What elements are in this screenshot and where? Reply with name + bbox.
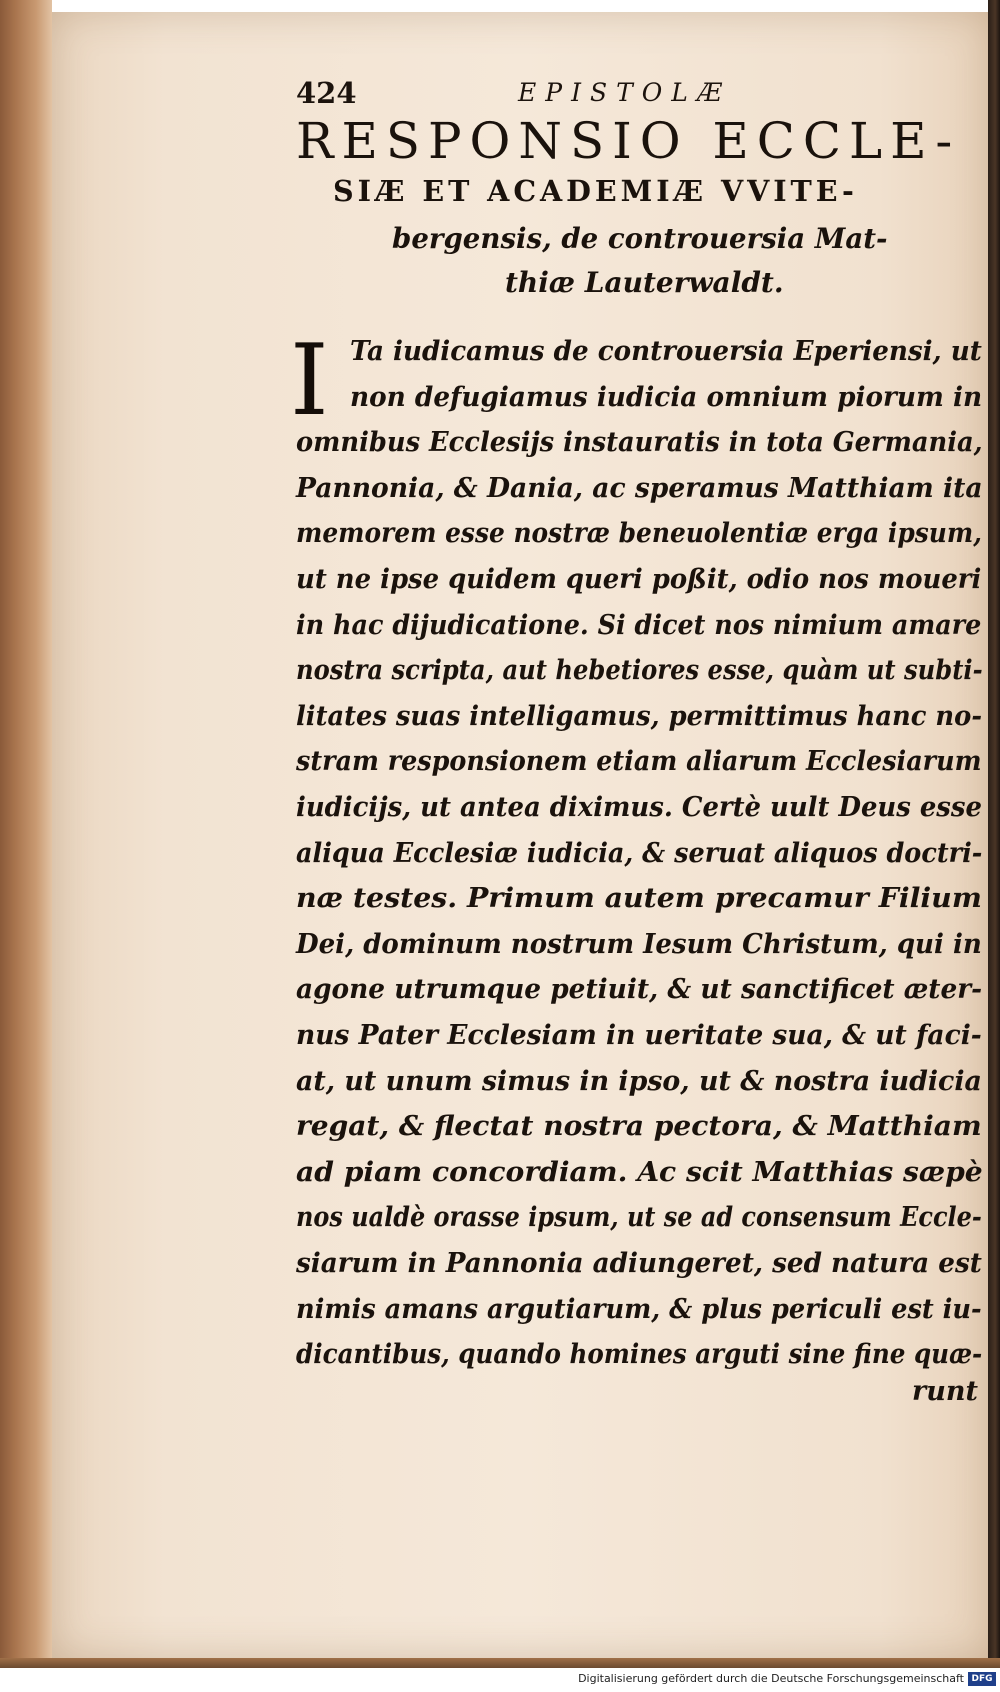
dfg-logo: DFG bbox=[968, 1672, 996, 1686]
body-line: dicantibus, quando homines arguti sine fine quæ- bbox=[296, 1339, 983, 1371]
section-title-line-3: bergensis, de controuersia Mat- bbox=[392, 222, 888, 255]
body-line: agone utrumque petiuit, & ut sanctificet æter- bbox=[296, 974, 983, 1006]
body-line: nimis amans argutiarum, & plus periculi est iu- bbox=[296, 1293, 982, 1325]
body-line: non defugiamus iudicia omnium piorum in bbox=[350, 381, 983, 413]
drop-cap: I bbox=[290, 324, 329, 438]
page-right-edge bbox=[988, 0, 1000, 1668]
section-title-line-2: SIÆ ET ACADEMIÆ VVITE- bbox=[333, 174, 858, 208]
section-title-line-4: thiæ Lauterwaldt. bbox=[505, 266, 784, 299]
body-line: omnibus Ecclesijs instauratis in tota Germania, bbox=[296, 427, 983, 459]
body-line: næ testes. Primum autem precamur Filium bbox=[296, 883, 982, 915]
page-number: 424 bbox=[296, 76, 357, 110]
running-title: EPISTOLÆ bbox=[518, 78, 731, 107]
body-line: ut ne ipse quidem queri poßit, odio nos moueri bbox=[296, 564, 982, 595]
catchword: runt bbox=[912, 1376, 978, 1407]
body-line: nostra scripta, aut hebetiores esse, quàm ut subti- bbox=[296, 655, 983, 687]
body-line: in hac dijudicatione. Si dicet nos nimium amare bbox=[296, 609, 982, 641]
body-line: Ta iudicamus de controuersia Eperiensi, ut bbox=[350, 336, 982, 367]
footer-bar bbox=[0, 1668, 1000, 1692]
body-line: nus Pater Ecclesiam in ueritate sua, & ut faci- bbox=[296, 1020, 982, 1051]
body-line: litates suas intelligamus, permittimus hanc no- bbox=[296, 700, 983, 732]
body-line: Dei, dominum nostrum Iesum Christum, qui in bbox=[296, 928, 982, 960]
body-line: ad piam concordiam. Ac scit Matthias sæpè bbox=[296, 1156, 983, 1188]
body-line: regat, & flectat nostra pectora, & Matthiam bbox=[296, 1111, 982, 1143]
body-line: nos ualdè orasse ipsum, ut se ad consensum Eccle- bbox=[296, 1202, 982, 1234]
body-line: stram responsionem etiam aliarum Ecclesiarum bbox=[296, 746, 982, 778]
running-head bbox=[296, 76, 956, 116]
body-line: aliqua Ecclesiæ iudicia, & seruat aliquos doctri- bbox=[296, 837, 983, 869]
page-left-edge bbox=[0, 0, 52, 1668]
body-line: Pannonia, & Dania, ac speramus Matthiam ita bbox=[296, 472, 983, 504]
footer-credit: Digitalisierung gefördert durch die Deutsche Forschungsgemeinschaft bbox=[578, 1672, 964, 1685]
page-bottom-edge bbox=[0, 1658, 1000, 1668]
body-line: at, ut unum simus in ipso, ut & nostra iudicia bbox=[296, 1065, 982, 1097]
body-line: iudicijs, ut antea diximus. Certè uult Deus esse bbox=[296, 792, 982, 823]
section-title: RESPONSIO ECCLE- bbox=[296, 112, 961, 170]
body-line: siarum in Pannonia adiungeret, sed natura est bbox=[296, 1248, 982, 1279]
body-line: memorem esse nostræ beneuolentiæ erga ipsum, bbox=[296, 518, 982, 550]
